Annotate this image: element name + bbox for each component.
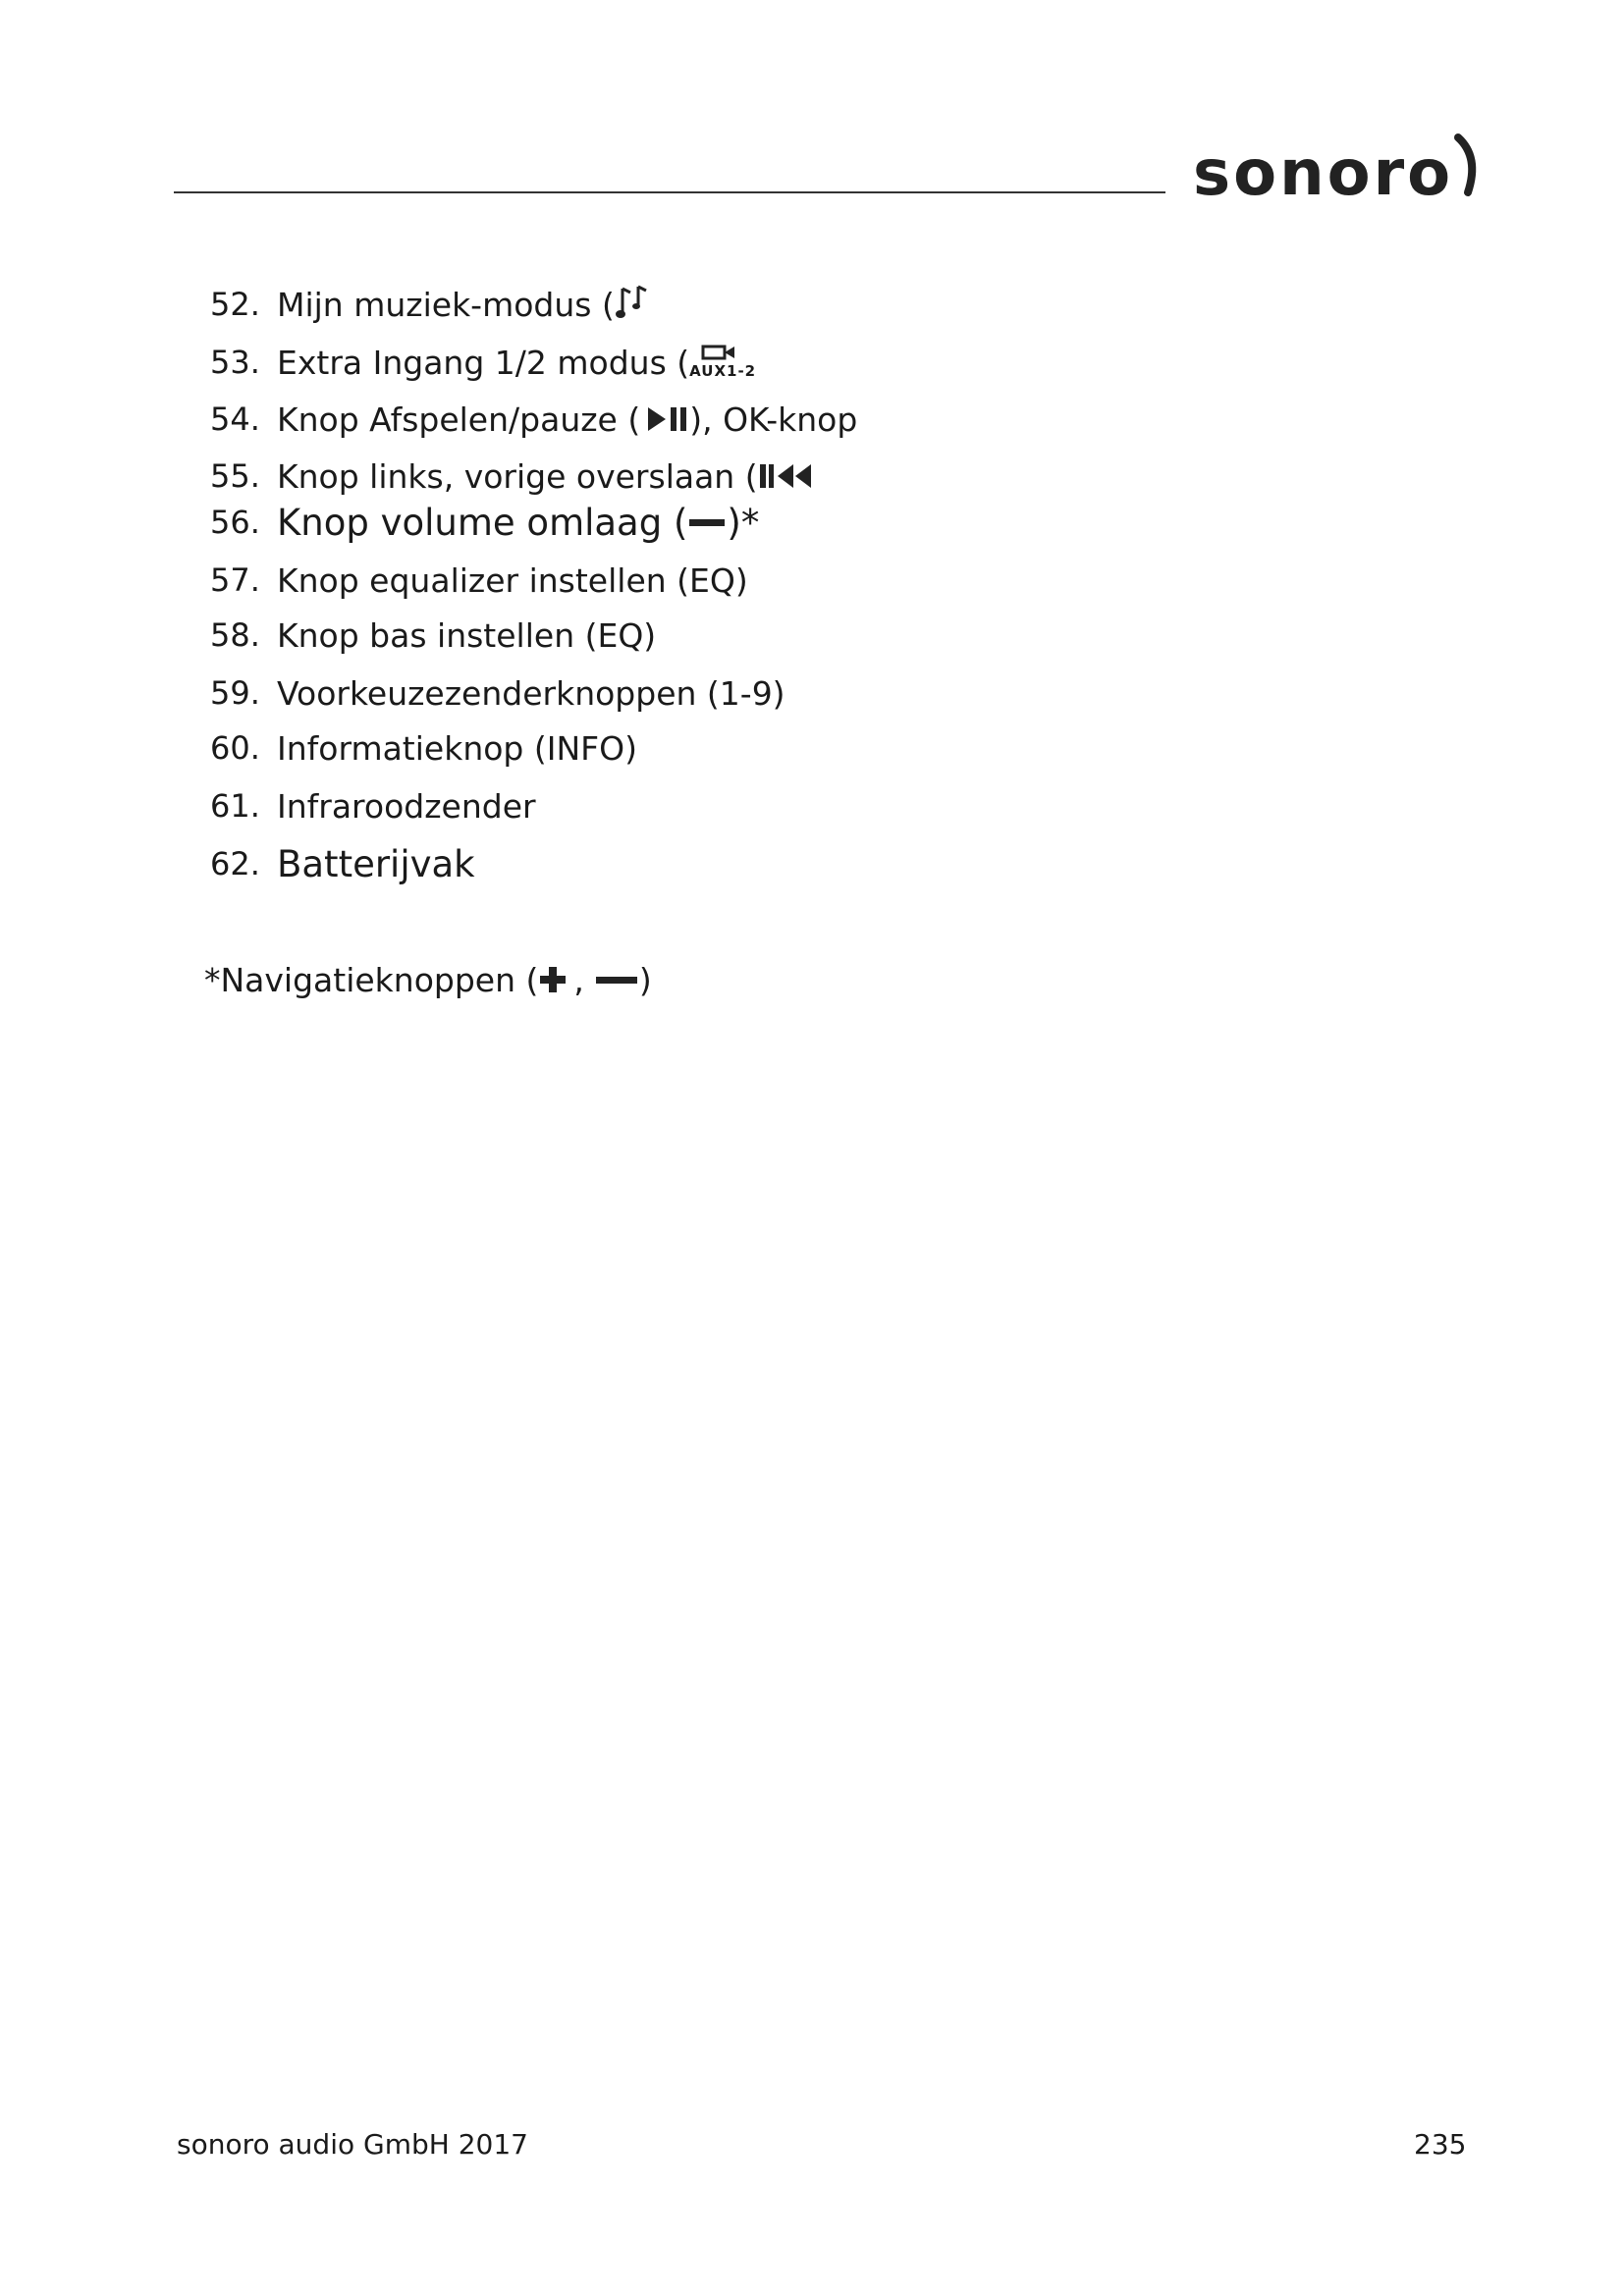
minus-icon <box>687 512 727 532</box>
item-label: Batterijvak <box>277 842 475 885</box>
item-number: 60. <box>210 729 260 767</box>
list-item-58 <box>210 611 656 660</box>
item-number: 58. <box>210 616 260 654</box>
list-item-60 <box>210 723 637 773</box>
header-rule <box>174 191 1165 193</box>
item-number: 57. <box>210 561 260 599</box>
list-item-61 <box>210 781 536 830</box>
list-item-62 <box>210 839 475 888</box>
list-item-59 <box>210 668 785 718</box>
minus-icon <box>594 970 639 989</box>
list-item-55 <box>210 452 813 501</box>
logo-text: sonoro <box>1193 137 1454 208</box>
item-label: Knop bas instellen (EQ) <box>277 615 657 655</box>
item-number: 56. <box>210 504 260 541</box>
item-number: 62. <box>210 845 260 882</box>
item-label: Extra Ingang 1/2 modus ( <box>277 343 690 382</box>
skip-previous-icon <box>758 460 813 492</box>
page-number: 235 <box>1414 2128 1467 2161</box>
item-number: 59. <box>210 674 260 712</box>
item-number: 52. <box>210 286 260 323</box>
aux-input-icon: AUX1-2 <box>689 341 754 384</box>
list-item-52 <box>210 280 654 329</box>
item-label: Knop volume omlaag ( <box>277 501 688 544</box>
item-number: 54. <box>210 400 260 438</box>
item-number: 53. <box>210 344 260 381</box>
item-label: Infraroodzender <box>277 786 536 826</box>
item-label: Knop equalizer instellen (EQ) <box>277 561 748 600</box>
logo-swoosh-icon <box>1458 137 1472 192</box>
item-label: Mijn muziek-modus ( <box>277 285 615 324</box>
list-item-54: 54. Knop Afspelen/pauze ( ), OK-knop <box>210 400 858 439</box>
item-label: Knop Afspelen/pauze ( <box>277 400 641 439</box>
item-label: Voorkeuzezenderknoppen (1-9) <box>277 673 785 713</box>
item-label: Knop links, vorige overslaan ( <box>277 456 758 496</box>
item-number: 61. <box>210 787 260 825</box>
sonoro-logo <box>1193 130 1488 208</box>
play-pause-icon <box>646 403 689 435</box>
list-item-53 <box>210 338 757 387</box>
list-item-57 <box>210 556 748 605</box>
footer-company: sonoro audio GmbH 2017 <box>177 2128 528 2161</box>
music-note-icon <box>615 285 654 324</box>
item-label: Informatieknop (INFO) <box>277 728 637 768</box>
item-number: 55. <box>210 457 260 495</box>
plus-icon <box>538 965 568 994</box>
footnote-navigation-buttons: *Navigatieknoppen ( , ) <box>204 960 652 999</box>
list-item-56: 56. Knop volume omlaag ( )* <box>210 501 760 544</box>
